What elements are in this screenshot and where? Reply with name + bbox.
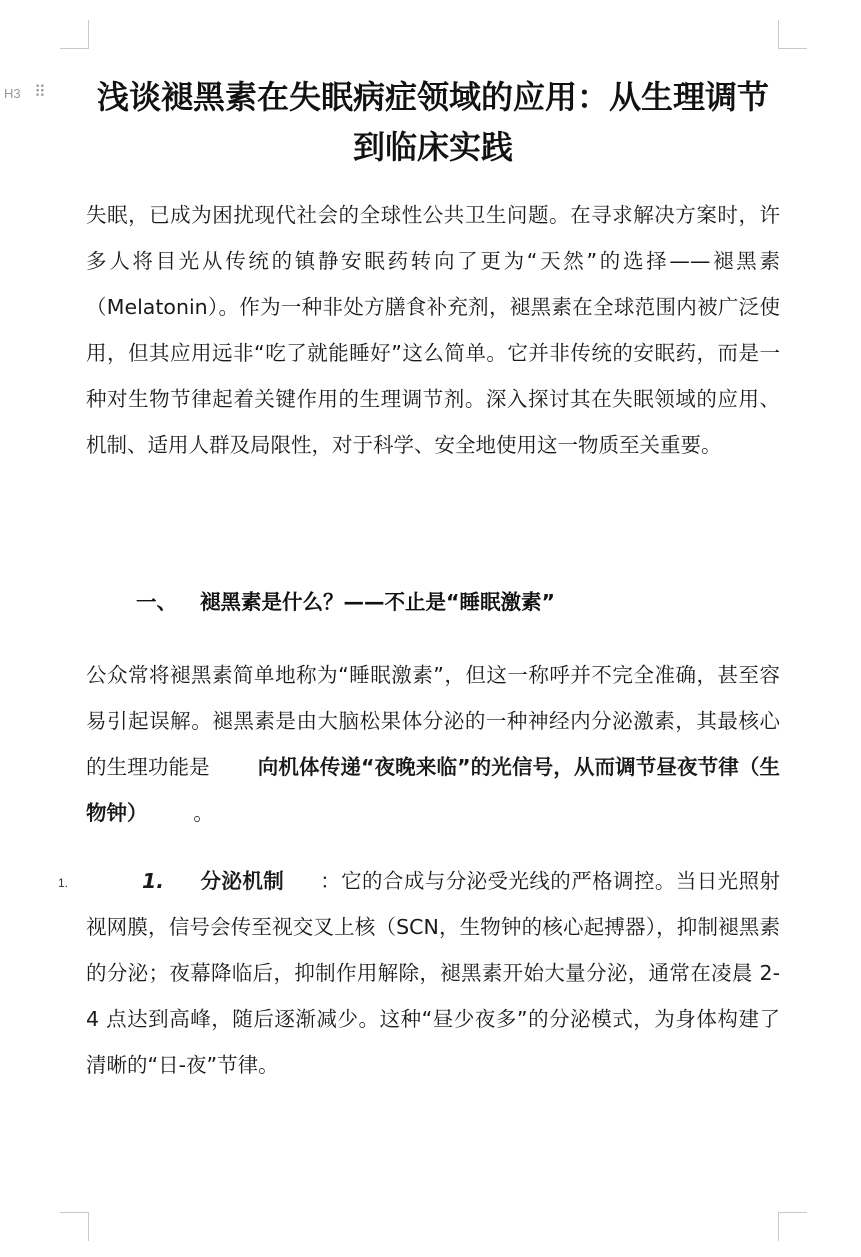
definition-bold: 向机体传递“夜晚来临”的光信号，从而调节昼夜节律（生物钟） xyxy=(86,755,781,825)
list-item-term: 分泌机制 xyxy=(200,869,285,893)
definition-paragraph xyxy=(86,652,780,836)
page-corner-bottom-left xyxy=(60,1212,89,1241)
page-corner-top-left xyxy=(60,20,89,49)
page-corner-bottom-right xyxy=(778,1212,807,1241)
intro-paragraph: 失眠，已成为困扰现代社会的全球性公共卫生问题。在寻求解决方案时，许多人将目光从传统的镇静安眠药转向了更为“天然”的选择——褪黑素（Melatonin）。作为一种非处方膳食补充剂，褪黑素在全球范围内被广泛使用，但其应用远非“吃了就能睡好”这么简单。它并非传统的安眠药，而是一种对生物节律起着关键作用的生理调节剂。深入探讨其在失眠领域的应用、机制、适用人群及局限性，对于科学、安全地使用这一物质至关重要。 xyxy=(86,203,780,457)
section-title: 褪黑素是什么？——不止是“睡眠激素” xyxy=(200,590,555,614)
section-number: 一、 xyxy=(136,590,177,614)
page-corner-top-right xyxy=(778,20,807,49)
definition-text: 公众常将褪黑素简单地称为“睡眠激素”，但这一称呼并不完全准确，甚至容易引起误解。褪黑素是由大脑松果体分泌的一种神经内分泌激素，其最核心的生理功能是 xyxy=(86,663,780,779)
document-title: 浅谈褪黑素在失眠病症领域的应用：从生理调节到临床实践 xyxy=(96,78,769,166)
list-item-text: ：它的合成与分泌受光线的严格调控。当日光照射视网膜，信号会传至视交叉上核（SCN，生物钟的核心起搏器），抑制褪黑素的分泌；夜幕降临后，抑制作用解除，褪黑素开始大量分泌，通常在凌晨 2-4 点达到高峰，随后逐渐减少。这种“昼少夜多”的分泌模式，为身体构建了清晰的“日-夜”节律。 xyxy=(86,869,781,1077)
definition-end: 。 xyxy=(193,801,214,825)
list-number-marker: 1. xyxy=(58,876,69,890)
list-item-number: 1. xyxy=(142,869,165,893)
list-item-secretion xyxy=(86,858,780,1088)
section-heading-1 xyxy=(136,582,555,622)
heading-level-marker: H3 xyxy=(4,86,21,101)
drag-handle-icon[interactable]: ⠿ xyxy=(34,82,46,101)
